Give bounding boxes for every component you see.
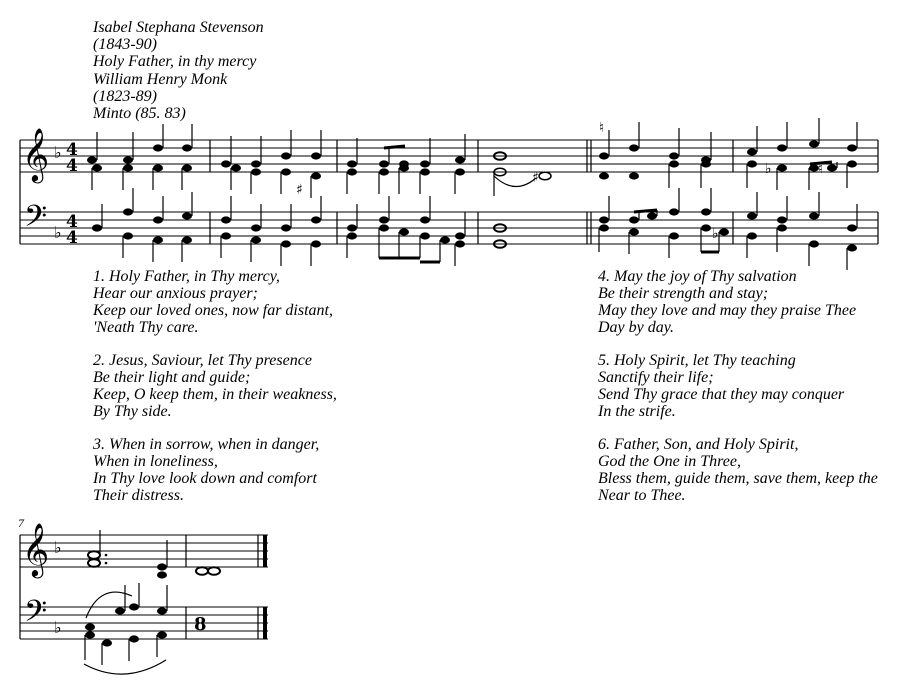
measure-number: 7	[18, 516, 24, 530]
stanza-line: Hear our anxious prayer;	[93, 285, 258, 302]
svg-text:♭: ♭	[712, 226, 719, 242]
svg-text:♮: ♮	[599, 120, 605, 136]
tune-name: Minto (85. 83)	[93, 105, 186, 123]
stanza-line: May they love and may they praise Thee	[598, 302, 857, 319]
stanza-line: Their distress.	[93, 487, 184, 504]
stanza-line: Be their light and guide;	[93, 369, 251, 386]
stanza-line: God the One in Three,	[598, 453, 741, 470]
stanza-5	[598, 352, 844, 420]
flat-icon: ♭	[54, 538, 62, 557]
stanza-line: Keep, O keep them, in their weakness,	[93, 386, 337, 403]
stanza-line: Be their strength and stay;	[598, 285, 769, 302]
stanza-line: 6. Father, Son, and Holy Spirit,	[598, 436, 799, 453]
svg-text:8: 8	[194, 614, 207, 635]
stanza-line: Send Thy grace that they may conquer	[598, 386, 845, 403]
stanza-2	[93, 352, 337, 420]
stanza-line: Day by day.	[598, 319, 674, 336]
svg-text:♯: ♯	[532, 170, 539, 186]
stanza-line: Sanctify their life;	[598, 369, 714, 386]
stanza-line: In Thy love look down and comfort	[93, 470, 317, 487]
hymn-title: Holy Father, in thy mercy	[93, 53, 257, 71]
composer-name: William Henry Monk	[93, 70, 228, 88]
svg-text:4: 4	[66, 156, 78, 176]
stanza-line: 3. When in sorrow, when in danger,	[93, 436, 320, 453]
svg-text:♯: ♯	[296, 182, 303, 198]
bass-clef-icon: 𝄢	[24, 595, 48, 636]
bass-bass-notes	[92, 224, 857, 270]
svg-text:4: 4	[66, 228, 78, 248]
stanza-line: In the strife.	[598, 403, 676, 420]
key-signatures	[54, 143, 62, 637]
svg-text:4: 4	[66, 140, 78, 160]
lyricist-name: Isabel Stephana Stevenson	[93, 19, 264, 36]
stanza-4	[598, 268, 856, 336]
final-barline	[263, 535, 267, 639]
stanza-line: Keep our loved ones, now far distant,	[93, 302, 333, 319]
stanza-line: 5. Holy Spirit, let Thy teaching	[598, 352, 796, 369]
stanza-line: 4. May the joy of Thy salvation	[598, 268, 797, 285]
system-two-notes	[84, 530, 220, 674]
svg-text:♮: ♮	[818, 161, 824, 177]
composer-dates: (1823-89)	[93, 87, 157, 105]
stanza-line: When in loneliness,	[93, 453, 218, 470]
stanza-line: 'Neath Thy care.	[93, 319, 199, 336]
stanza-line: Near to Thee.	[598, 487, 686, 504]
stanza-1	[93, 268, 333, 336]
svg-text:4: 4	[66, 212, 78, 232]
stanza-3	[93, 436, 319, 504]
flat-icon: ♭	[54, 143, 62, 162]
flat-icon: ♭	[54, 618, 62, 637]
svg-text:♭: ♭	[765, 161, 772, 177]
stanza-line: 1. Holy Father, in Thy mercy,	[93, 268, 280, 285]
time-signatures	[66, 140, 78, 248]
bass-clef-icon: 𝄢	[24, 200, 48, 241]
flat-icon: ♭	[54, 223, 62, 242]
stanza-line: 2. Jesus, Saviour, let Thy presence	[93, 352, 312, 369]
treble-clef-icon: 𝄞	[22, 522, 50, 576]
treble-alto-notes	[92, 160, 857, 198]
stanza-line: Bless them, guide them, save them, keep the	[598, 470, 878, 487]
lyricist-dates: (1843-90)	[93, 36, 157, 54]
clefs	[22, 127, 49, 636]
treble-soprano-notes	[87, 118, 857, 168]
treble-accidentals	[296, 120, 837, 198]
bass-tenor-notes	[92, 188, 857, 240]
stanza-6	[598, 436, 900, 504]
stanza-line: By Thy side.	[93, 403, 172, 420]
treble-clef-icon: 𝄞	[22, 127, 50, 181]
